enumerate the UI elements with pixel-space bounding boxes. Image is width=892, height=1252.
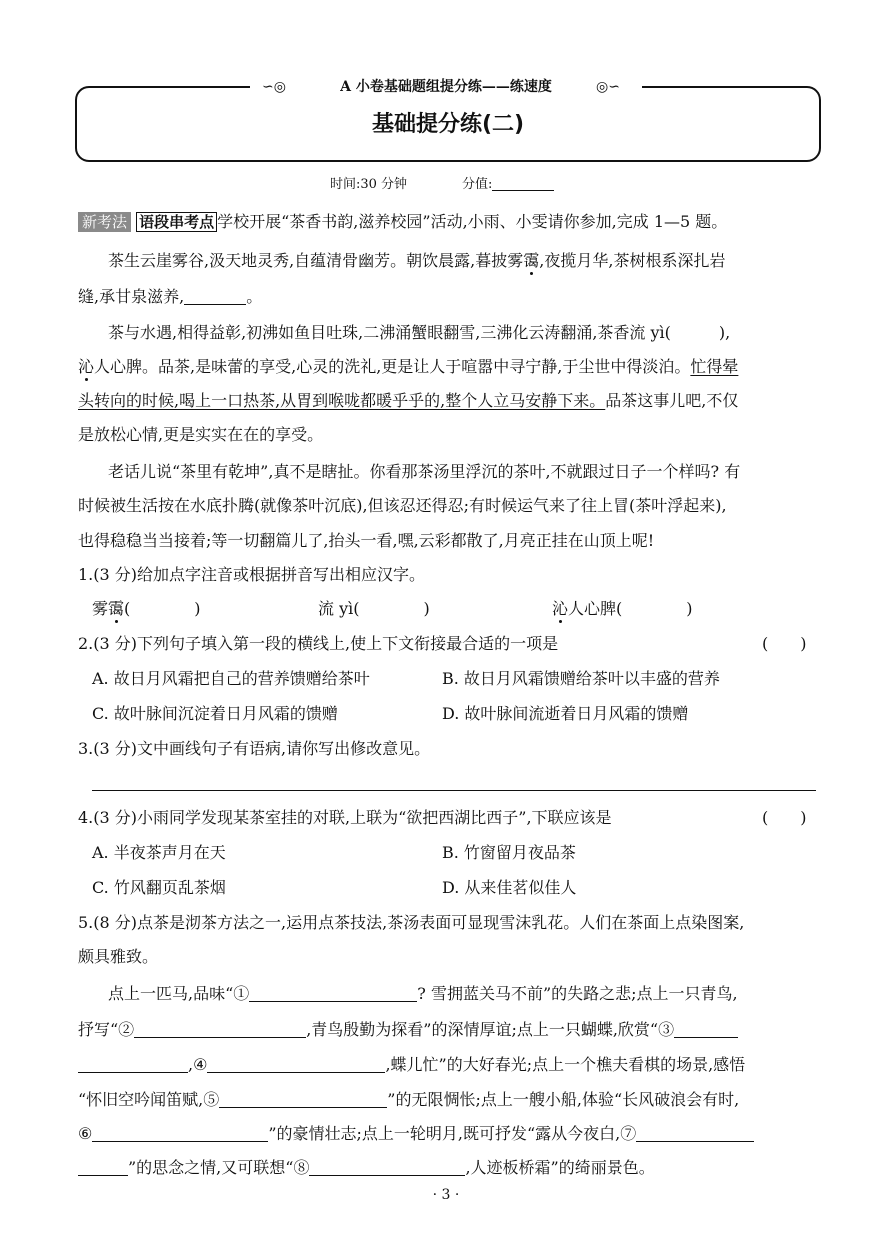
text: 雾 (92, 599, 109, 618)
passage-p1-line2 (78, 286, 818, 308)
text: ,青鸟殷勤为探看”的深情厚谊;点上一只蝴蝶,欣赏“③ (306, 1020, 675, 1039)
q4-option-b: B. 竹窗留月夜品茶 (442, 843, 576, 862)
fill-blank-5 (219, 1091, 387, 1108)
text: ? 雪拥蓝关马不前”的失路之悲;点上一只青鸟, (417, 984, 738, 1003)
passage-p2-line2 (78, 356, 818, 378)
time-label: 时间:30 分钟 (330, 177, 408, 192)
q1-item-b: 流 yì( ) (318, 599, 430, 618)
score-text: 分值: (462, 177, 493, 192)
q4-option-c: C. 竹风翻页乱茶烟 (92, 878, 226, 897)
q1-item-c (552, 598, 693, 620)
q3-answer-line (92, 790, 816, 791)
q2-answer-paren: ( ) (762, 634, 807, 653)
text: ( ) (124, 599, 201, 618)
passage-p2-line1: 茶与水遇,相得益彰,初沸如鱼目吐珠,二沸涌蟹眼翻雪,三沸化云涛翻涌,茶香流 yì( ), (108, 323, 731, 342)
text: ,④ (188, 1055, 208, 1074)
passage-p2-line3 (78, 390, 818, 412)
underlined-text: 忙得晕 (690, 357, 739, 376)
passage-p2-line4: 是放松心情,更是实实在在的享受。 (78, 425, 324, 444)
q2-option-a: A. 故日月风霜把自己的营养馈赠给茶叶 (92, 669, 370, 688)
text: 茶生云崖雾谷,汲天地灵秀,自蕴清骨幽芳。朝饮晨露,暮披雾 (108, 251, 524, 270)
q2-option-d: D. 故叶脉间流逝着日月风霜的馈赠 (442, 704, 689, 723)
fill-blank-7b (78, 1159, 128, 1176)
q2-option-b: B. 故日月风霜馈赠给茶叶以丰盛的营养 (442, 669, 720, 688)
fill-blank-3b (78, 1056, 188, 1073)
q5-line3 (78, 1054, 818, 1076)
fill-blank-6 (92, 1125, 268, 1142)
q5-line6 (78, 1157, 818, 1179)
fill-blank-2 (134, 1021, 306, 1038)
q5-stem-line1: 5.(8 分)点茶是沏茶方法之一,运用点茶技法,茶汤表面可显现雪沫乳花。人们在茶面上点染图案, (78, 913, 745, 932)
text: 抒写“② (78, 1020, 135, 1039)
text: ,夜揽月华,茶树根系深扎岩 (539, 251, 726, 270)
q4-answer-paren: ( ) (762, 808, 807, 827)
fill-blank-7a (636, 1125, 754, 1142)
text: “怀旧空吟闻笛赋,⑤ (78, 1090, 220, 1109)
passage-p1-line1 (108, 250, 818, 272)
dotted-char: 沁 (78, 357, 95, 376)
text: ”的豪情壮志;点上一轮明月,既可抒发“露从今夜白,⑦ (268, 1124, 637, 1143)
q4-stem: 4.(3 分)小雨同学发现某茶室挂的对联,上联为“欲把西湖比西子”,下联应该是 (78, 808, 612, 827)
text: ,蝶儿忙”的大好春光;点上一个樵夫看棋的场景,感悟 (385, 1055, 746, 1074)
text: 。 (246, 287, 263, 306)
ornament-right-icon: ◎∽ (596, 79, 620, 95)
text: ”的思念之情,又可联想“⑧ (128, 1158, 310, 1177)
q5-stem-line2: 颇具雅致。 (78, 947, 159, 966)
fill-blank (184, 288, 246, 305)
q4-option-d: D. 从来佳茗似佳人 (442, 878, 577, 897)
dotted-char: 霭 (108, 599, 125, 618)
page-title: 基础提分练(二) (371, 112, 525, 137)
q5-line2 (78, 1019, 818, 1041)
score-blank (492, 176, 554, 191)
q2-stem: 2.(3 分)下列句子填入第一段的横线上,使上下文衔接最合适的一项是 (78, 634, 559, 653)
page-number: · 3 · (432, 1187, 460, 1203)
text: ,人迹板桥霜”的绮丽景色。 (465, 1158, 655, 1177)
intro-text: 学校开展“茶香书韵,滋养校园”活动,小雨、小雯请你参加,完成 1—5 题。 (217, 212, 728, 231)
passage-p3-line1: 老话儿说“茶里有乾坤”,真不是瞎扯。你看那茶汤里浮沉的茶叶,不就跟过日子一个样吗? 有 (108, 462, 741, 481)
passage-p3-line3: 也得稳稳当当接着;等一切翻篇儿了,抬头一看,嘿,云彩都散了,月亮正挂在山顶上呢! (78, 531, 655, 550)
dotted-char: 沁 (552, 599, 569, 618)
text: 人心脾。品茶,是味蕾的享受,心灵的洗礼,更是让人于喧嚣中寻宁静,于尘世中得淡泊。 (94, 357, 691, 376)
header-series: A 小卷基础题组提分练——练速度 (340, 79, 552, 95)
text: 缝,承甘泉滋养, (78, 287, 185, 306)
text: ”的无限惆怅;点上一艘小船,体验“长风破浪会有时, (387, 1090, 740, 1109)
q1-item-a (92, 598, 201, 620)
intro-line (78, 211, 818, 233)
dotted-char: 霭 (523, 251, 540, 270)
fill-blank-4 (207, 1056, 385, 1073)
q5-line1 (108, 983, 818, 1005)
q5-line5 (78, 1123, 818, 1145)
new-format-badge: 新考法 (78, 212, 131, 232)
text: 品茶这事儿吧,不仅 (605, 391, 739, 410)
text: ⑥ (78, 1124, 93, 1143)
q1-stem: 1.(3 分)给加点字注音或根据拼音写出相应汉字。 (78, 565, 426, 584)
q4-option-a: A. 半夜茶声月在天 (92, 843, 226, 862)
ornament-left-icon: ∽◎ (262, 79, 286, 95)
text: 人心脾( ) (568, 599, 693, 618)
q2-option-c: C. 故叶脉间沉淀着日月风霜的馈赠 (92, 704, 338, 723)
underlined-text: 头转向的时候,喝上一口热茶,从胃到喉咙都暖乎乎的,整个人立马安静下来。 (78, 391, 606, 410)
score-label (462, 176, 554, 194)
text: 点上一匹马,品味“① (108, 984, 250, 1003)
fill-blank-1 (249, 985, 417, 1002)
fill-blank-3a (674, 1021, 738, 1038)
q3-stem: 3.(3 分)文中画线句子有语病,请你写出修改意见。 (78, 739, 431, 758)
topic-badge: 语段串考点 (136, 212, 217, 232)
passage-p3-line2: 时候被生活按在水底扑腾(就像茶叶沉底),但该忍还得忍;有时候运气来了往上冒(茶叶浮起来), (78, 496, 727, 515)
q5-line4 (78, 1089, 818, 1111)
fill-blank-8 (309, 1159, 465, 1176)
